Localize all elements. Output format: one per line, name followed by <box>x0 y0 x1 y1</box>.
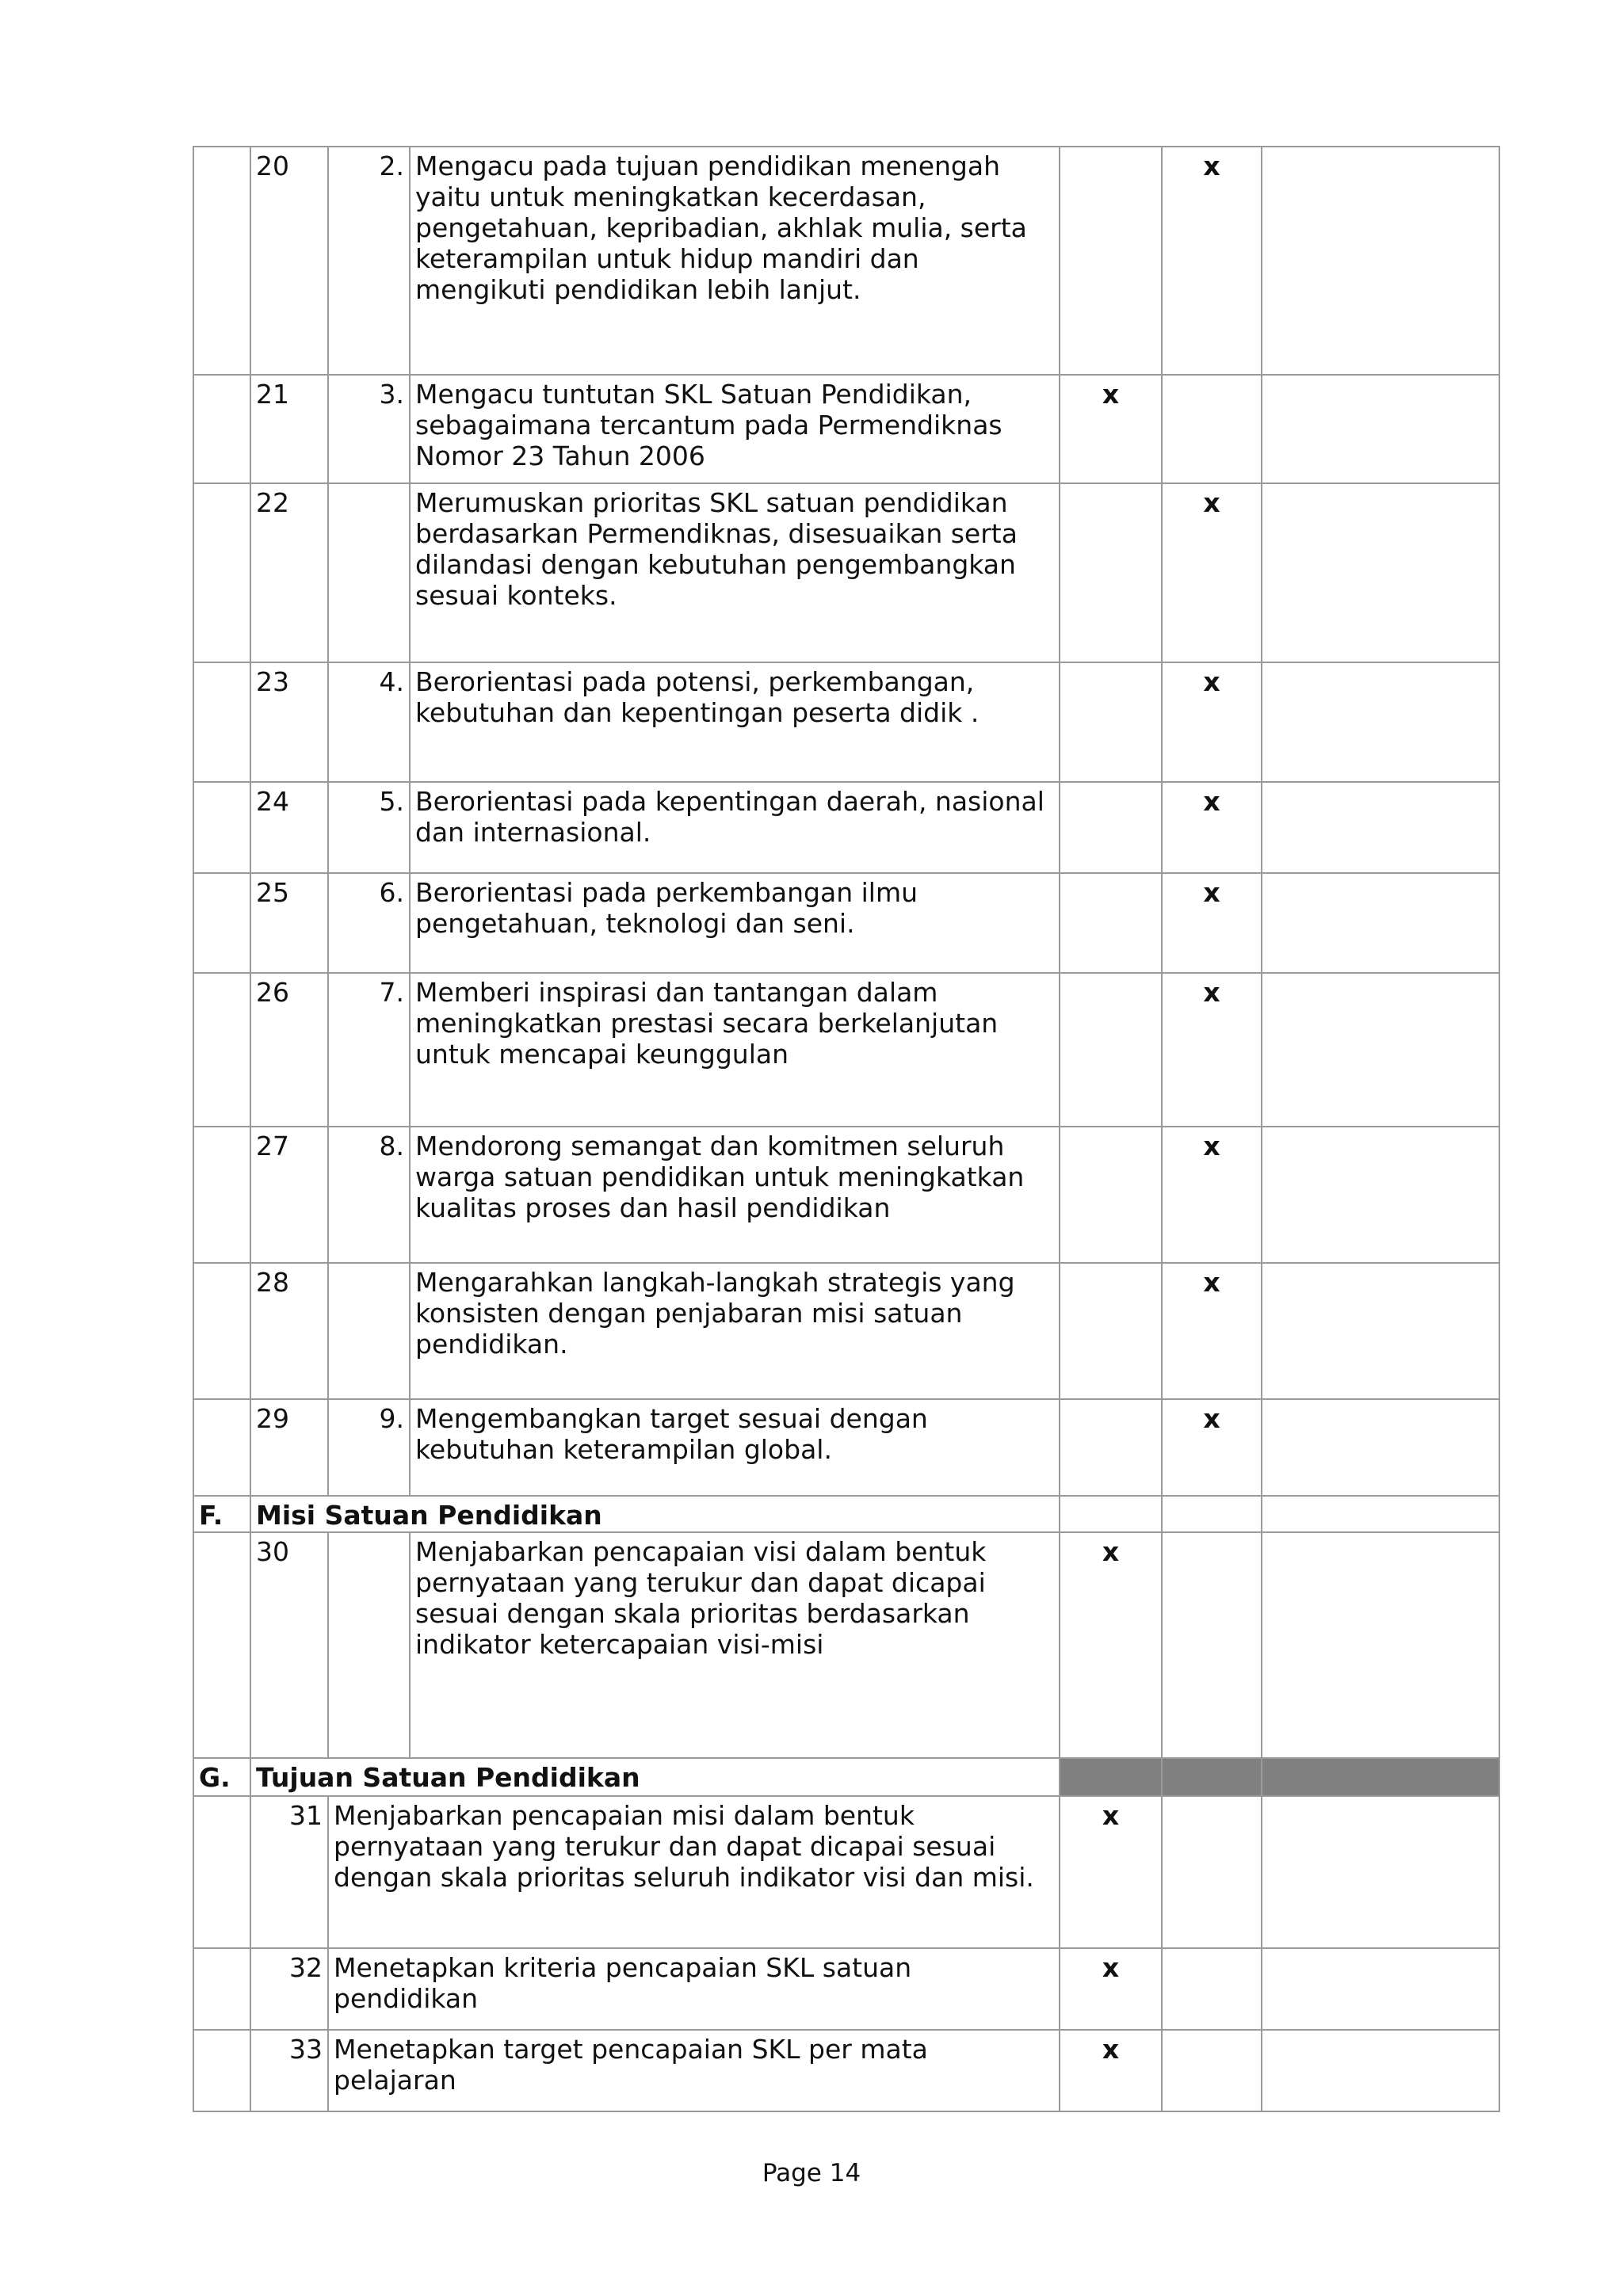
mark-col-3 <box>1262 375 1499 483</box>
mark-col-3 <box>1262 662 1499 782</box>
section-cell <box>193 662 250 782</box>
section-cell <box>193 147 250 375</box>
section-header-cell <box>1262 1496 1499 1532</box>
mark-col-1 <box>1060 1127 1162 1263</box>
mark-col-3 <box>1262 147 1499 375</box>
row-number: 22 <box>250 483 328 662</box>
mark-col-3 <box>1262 1532 1499 1758</box>
section-header-cell <box>1162 1496 1262 1532</box>
table-row <box>193 873 1499 973</box>
sub-number <box>328 1263 410 1399</box>
mark-col-2 <box>1162 1796 1262 1948</box>
section-title: Misi Satuan Pendidikan <box>250 1496 1060 1532</box>
mark-col-3 <box>1262 1796 1499 1948</box>
table-row <box>193 1399 1499 1496</box>
mark-col-3 <box>1262 1948 1499 2030</box>
row-number: 30 <box>250 1532 328 1758</box>
criteria-text: Menjabarkan pencapaian visi dalam bentuk pernyataan yang terukur dan dapat dicapai sesuai dengan skala prioritas berdasarkan indikator ketercapaian visi-misi <box>410 1532 1060 1758</box>
section-cell <box>193 375 250 483</box>
table-row <box>193 1263 1499 1399</box>
section-title: Tujuan Satuan Pendidikan <box>250 1758 1060 1796</box>
mark-col-3 <box>1262 1399 1499 1496</box>
section-cell <box>193 973 250 1127</box>
section-cell <box>193 2030 250 2111</box>
criteria-text: Menetapkan target pencapaian SKL per mata pelajaran <box>328 2030 1060 2111</box>
table-row <box>193 1127 1499 1263</box>
criteria-text: Mengembangkan target sesuai dengan kebutuhan keterampilan global. <box>410 1399 1060 1496</box>
mark-col-2 <box>1162 375 1262 483</box>
criteria-text: Memberi inspirasi dan tantangan dalam meningkatkan prestasi secara berkelanjutan untuk mencapai keunggulan <box>410 973 1060 1127</box>
mark-col-3 <box>1262 973 1499 1127</box>
mark-col-1 <box>1060 483 1162 662</box>
criteria-text: Berorientasi pada kepentingan daerah, nasional dan internasional. <box>410 782 1060 873</box>
row-number: 20 <box>250 147 328 375</box>
mark-col-2 <box>1162 1532 1262 1758</box>
mark-col-3 <box>1262 2030 1499 2111</box>
criteria-text: Mengarahkan langkah-langkah strategis yang konsisten dengan penjabaran misi satuan pendidikan. <box>410 1263 1060 1399</box>
mark-col-2 <box>1162 1948 1262 2030</box>
criteria-text: Mengacu pada tujuan pendidikan menengah yaitu untuk meningkatkan kecerdasan, pengetahuan, kepribadian, akhlak mulia, serta keterampilan untuk hidup mandiri dan mengikuti pendidikan lebih lanjut. <box>410 147 1060 375</box>
mark-col-1: x <box>1060 375 1162 483</box>
mark-col-1: x <box>1060 2030 1162 2111</box>
row-number: 29 <box>250 1399 328 1496</box>
row-number: 25 <box>250 873 328 973</box>
sub-number: 7. <box>328 973 410 1127</box>
mark-col-2: x <box>1162 147 1262 375</box>
mark-col-1 <box>1060 1263 1162 1399</box>
table-row <box>193 782 1499 873</box>
criteria-text: Menetapkan kriteria pencapaian SKL satuan pendidikan <box>328 1948 1060 2030</box>
table-row <box>193 662 1499 782</box>
mark-col-3 <box>1262 1127 1499 1263</box>
mark-col-2: x <box>1162 782 1262 873</box>
mark-col-1 <box>1060 782 1162 873</box>
section-cell <box>193 1127 250 1263</box>
sub-number: 4. <box>328 662 410 782</box>
row-number: 32 <box>250 1948 328 2030</box>
section-letter: G. <box>193 1758 250 1796</box>
criteria-text: Merumuskan prioritas SKL satuan pendidikan berdasarkan Permendiknas, disesuaikan serta dilandasi dengan kebutuhan pengembangkan sesuai konteks. <box>410 483 1060 662</box>
row-number: 24 <box>250 782 328 873</box>
mark-col-1 <box>1060 873 1162 973</box>
criteria-text: Mendorong semangat dan komitmen seluruh warga satuan pendidikan untuk meningkatkan kualitas proses dan hasil pendidikan <box>410 1127 1060 1263</box>
checklist-table <box>193 146 1500 2112</box>
table-row <box>193 483 1499 662</box>
table-row <box>193 1532 1499 1758</box>
mark-col-1: x <box>1060 1948 1162 2030</box>
shaded-header-cell <box>1060 1758 1162 1796</box>
mark-col-2: x <box>1162 1399 1262 1496</box>
row-number: 33 <box>250 2030 328 2111</box>
table-row <box>193 147 1499 375</box>
table-row <box>193 1796 1499 1948</box>
section-header-cell <box>1060 1496 1162 1532</box>
sub-number: 5. <box>328 782 410 873</box>
row-number: 27 <box>250 1127 328 1263</box>
criteria-text: Berorientasi pada potensi, perkembangan, kebutuhan dan kepentingan peserta didik . <box>410 662 1060 782</box>
mark-col-1: x <box>1060 1532 1162 1758</box>
sub-number: 3. <box>328 375 410 483</box>
mark-col-2: x <box>1162 483 1262 662</box>
sub-number: 9. <box>328 1399 410 1496</box>
mark-col-2: x <box>1162 1127 1262 1263</box>
mark-col-2: x <box>1162 1263 1262 1399</box>
shaded-header-cell <box>1262 1758 1499 1796</box>
section-cell <box>193 1948 250 2030</box>
section-cell <box>193 1532 250 1758</box>
table-row <box>193 2030 1499 2111</box>
criteria-text: Berorientasi pada perkembangan ilmu pengetahuan, teknologi dan seni. <box>410 873 1060 973</box>
section-cell <box>193 1796 250 1948</box>
mark-col-2: x <box>1162 662 1262 782</box>
sub-number: 8. <box>328 1127 410 1263</box>
table-row <box>193 973 1499 1127</box>
section-cell <box>193 782 250 873</box>
mark-col-3 <box>1262 1263 1499 1399</box>
mark-col-1 <box>1060 1399 1162 1496</box>
mark-col-1 <box>1060 973 1162 1127</box>
sub-number: 2. <box>328 147 410 375</box>
page-number: Page 14 <box>762 2159 861 2187</box>
mark-col-3 <box>1262 873 1499 973</box>
mark-col-1: x <box>1060 1796 1162 1948</box>
criteria-text: Mengacu tuntutan SKL Satuan Pendidikan, sebagaimana tercantum pada Permendiknas Nomor 23 Tahun 2006 <box>410 375 1060 483</box>
table-row <box>193 1948 1499 2030</box>
row-number: 31 <box>250 1796 328 1948</box>
row-number: 21 <box>250 375 328 483</box>
section-cell <box>193 873 250 973</box>
section-letter: F. <box>193 1496 250 1532</box>
table-row <box>193 375 1499 483</box>
mark-col-3 <box>1262 782 1499 873</box>
mark-col-2: x <box>1162 973 1262 1127</box>
sub-number: 6. <box>328 873 410 973</box>
section-cell <box>193 483 250 662</box>
mark-col-1 <box>1060 662 1162 782</box>
mark-col-2: x <box>1162 873 1262 973</box>
section-cell <box>193 1263 250 1399</box>
section-header-row <box>193 1758 1499 1796</box>
mark-col-2 <box>1162 2030 1262 2111</box>
section-header-row <box>193 1496 1499 1532</box>
row-number: 26 <box>250 973 328 1127</box>
shaded-header-cell <box>1162 1758 1262 1796</box>
section-cell <box>193 1399 250 1496</box>
sub-number <box>328 1532 410 1758</box>
row-number: 23 <box>250 662 328 782</box>
criteria-text: Menjabarkan pencapaian misi dalam bentuk pernyataan yang terukur dan dapat dicapai sesuai dengan skala prioritas seluruh indikator visi dan misi. <box>328 1796 1060 1948</box>
row-number: 28 <box>250 1263 328 1399</box>
mark-col-3 <box>1262 483 1499 662</box>
mark-col-1 <box>1060 147 1162 375</box>
sub-number <box>328 483 410 662</box>
